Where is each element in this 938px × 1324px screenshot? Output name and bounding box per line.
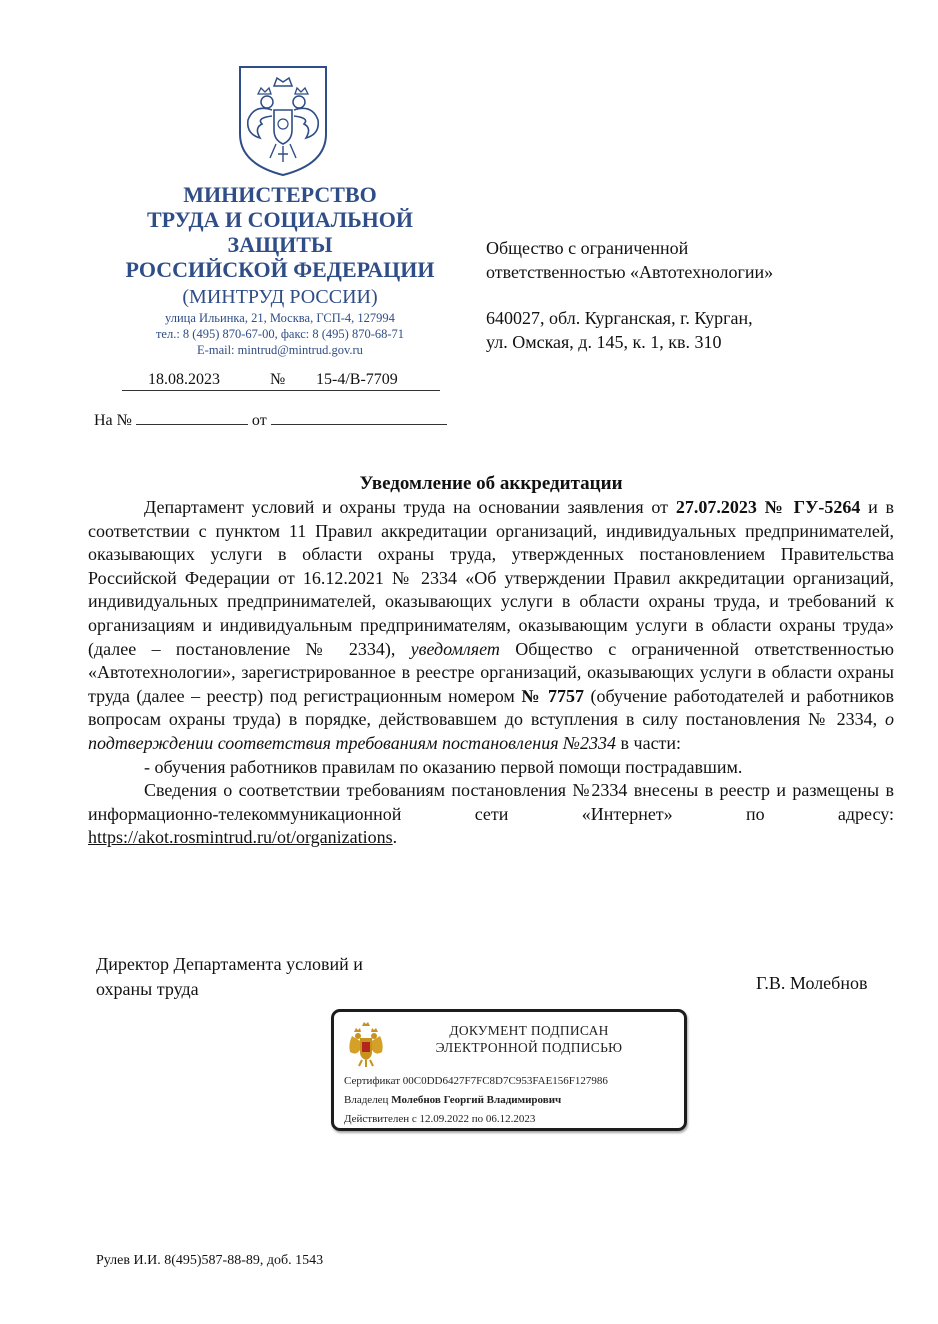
- owner-value: Молебнов Георгий Владимирович: [391, 1094, 562, 1106]
- stamp-heading-line: ДОКУМЕНТ ПОДПИСАН: [449, 1023, 609, 1038]
- coat-of-arms-emblem: [236, 64, 330, 178]
- recipient-address-line: ул. Омская, д. 145, к. 1, кв. 310: [486, 332, 722, 352]
- text-segment: .: [392, 827, 398, 848]
- coat-of-arms-icon: [346, 1020, 386, 1068]
- executor-contact: Рулев И.И. 8(495)587-88-89, доб. 1543: [96, 1253, 324, 1268]
- ministry-name-line: РОССИЙСКОЙ ФЕДЕРАЦИИ: [125, 257, 435, 282]
- emphasis-notifies: уведомляет: [410, 638, 500, 659]
- reference-date-label: от: [251, 412, 267, 429]
- ministry-name-line: ТРУДА И СОЦИАЛЬНОЙ: [146, 207, 413, 232]
- valid-to: 06.12.2023: [485, 1113, 536, 1125]
- stamp-heading: [414, 1022, 644, 1056]
- paragraph-notification: [88, 496, 894, 756]
- signer-name: Г.В. Молебнов: [756, 973, 868, 993]
- ministry-name-line: ЗАЩИТЫ: [227, 232, 333, 257]
- ministry-address: улица Ильинка, 21, Москва, ГСП-4, 127994: [165, 311, 395, 325]
- ministry-name: [110, 182, 450, 282]
- text-segment: (обучение работодателей и работников вопросам охраны труда) в порядке, действовавшем до вступления в силу постановления № 2334,: [88, 685, 894, 730]
- text-segment: Сведения о соответствии требованиям постановления №2334 внесены в реестр и размещены в информационно-телекоммуникационной сети «Интернет» по адресу:: [88, 780, 894, 824]
- text-segment: Общество с ограниченной ответственностью «Автотехнологии», зарегистрированное в реестре организаций, оказывающих услуги в области охраны труда (далее – реестр) под регистрационным номером: [88, 638, 894, 706]
- ministry-contacts: [110, 310, 450, 358]
- certificate-label: Сертификат: [344, 1075, 400, 1087]
- document-title: Уведомление об аккредитации: [359, 473, 623, 494]
- paragraph-registry-info: [88, 779, 894, 850]
- recipient-name-line: ответственностью «Автотехнологии»: [486, 262, 774, 282]
- document-body: [88, 496, 894, 850]
- valid-to-label: по: [471, 1113, 484, 1125]
- paragraph-scope-item: - обучения работников правилам по оказанию первой помощи пострадавшим.: [144, 756, 743, 777]
- stamp-details: [344, 1072, 674, 1129]
- recipient-block: [486, 236, 886, 354]
- ministry-email: E-mail: mintrud@mintrud.gov.ru: [197, 343, 363, 357]
- owner-row: [344, 1091, 674, 1110]
- registry-link[interactable]: https://akot.rosmintrud.ru/ot/organizations: [88, 827, 393, 848]
- letter-number: 15-4/В-7709: [316, 371, 398, 388]
- valid-from: 12.09.2022: [419, 1113, 470, 1125]
- emphasis-confirmation: о подтверждении соответствия требованиям постановления №2334: [88, 709, 894, 753]
- signer-position: [96, 952, 436, 1002]
- text-segment: в части:: [616, 732, 682, 753]
- application-ref: 27.07.2023 № ГУ-5264: [675, 497, 861, 517]
- certificate-value: 00C0DD6427F7FC8D7C953FAE156F127986: [402, 1075, 608, 1087]
- letter-date: 18.08.2023: [148, 371, 220, 388]
- outgoing-date-number: [122, 370, 440, 391]
- ministry-name-line: МИНИСТЕРСТВО: [183, 182, 377, 207]
- recipient-address: [486, 306, 886, 354]
- certificate-row: [344, 1072, 674, 1091]
- signer-position-line: охраны труда: [96, 979, 199, 999]
- electronic-signature-stamp: [331, 1009, 687, 1131]
- validity-row: [344, 1110, 674, 1129]
- stamp-heading-line: ЭЛЕКТРОННОЙ ПОДПИСЬЮ: [435, 1040, 623, 1055]
- reference-line: [94, 410, 447, 431]
- text-segment: Департамент условий и охраны труда на основании заявления от: [144, 497, 676, 517]
- recipient-address-line: 640027, обл. Курганская, г. Курган,: [486, 308, 753, 328]
- valid-from-label: Действителен с: [344, 1113, 417, 1125]
- ministry-short-name: (МИНТРУД РОССИИ): [182, 286, 378, 308]
- letter-number-label: №: [270, 371, 286, 388]
- owner-label: Владелец: [344, 1094, 389, 1106]
- reference-date-blank: [271, 410, 447, 425]
- recipient-name-line: Общество с ограниченной: [486, 238, 689, 258]
- text-segment: и в соответствии с пунктом 11 Правил аккредитации организаций, индивидуальных предпринимателей, оказывающих услуги в области охраны труда, утвержденных постановлением Правительства Российской Федерации от 16.12.2021 № 2334 «Об утверждении Правил аккредитации организаций, индивидуальных предпринимателей, оказывающих услуги в области охраны труда, и требований к организациям и индивидуальным предпринимателям, оказывающим услуги в области охраны труда» (далее – постановление № 2334),: [88, 497, 894, 659]
- reference-number-label: На №: [94, 412, 132, 429]
- registration-number: № 7757: [521, 685, 584, 706]
- signer-position-line: Директор Департамента условий и: [96, 954, 363, 974]
- ministry-phone-fax: тел.: 8 (495) 870-67-00, факс: 8 (495) 870-68-71: [155, 327, 405, 341]
- reference-number-blank: [136, 410, 248, 425]
